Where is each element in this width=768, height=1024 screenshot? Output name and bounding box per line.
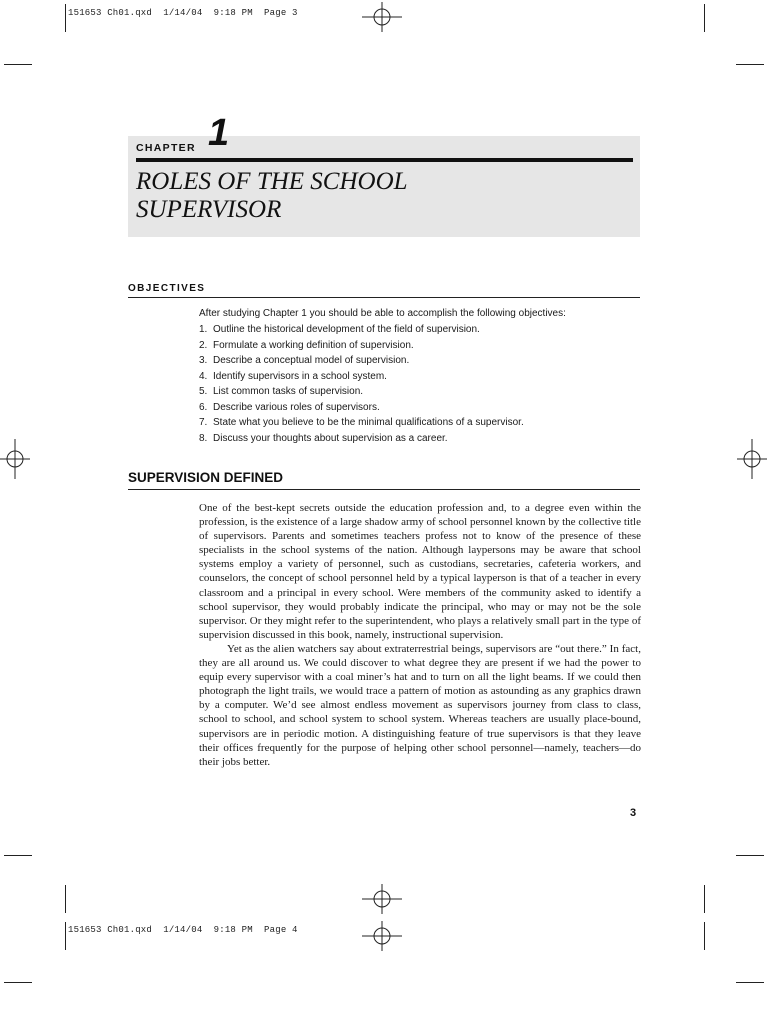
registration-mark-icon	[362, 2, 402, 32]
crop-mark	[704, 4, 705, 32]
crop-mark	[4, 855, 32, 856]
objectives-rule	[128, 297, 640, 298]
crop-mark	[736, 855, 764, 856]
chapter-title-line1: ROLES OF THE SCHOOL	[136, 168, 408, 195]
chapter-number: 1	[208, 112, 230, 154]
printer-slug-bottom: 151653 Ch01.qxd 1/14/04 9:18 PM Page 4	[68, 925, 298, 935]
chapter-rule	[136, 158, 633, 162]
registration-mark-icon	[737, 439, 767, 479]
crop-mark	[65, 4, 66, 32]
section-body	[199, 501, 641, 769]
section-rule	[128, 489, 640, 490]
objective-item: 6. Describe various roles of supervisors.	[199, 401, 380, 413]
section-heading: SUPERVISION DEFINED	[128, 470, 284, 485]
page-number: 3	[630, 807, 637, 819]
crop-mark	[704, 885, 705, 913]
crop-mark	[704, 922, 705, 950]
objective-item: 7. State what you believe to be the minimal qualifications of a supervisor.	[199, 417, 524, 428]
objective-item: 8. Discuss your thoughts about supervision as a career.	[199, 432, 448, 444]
chapter-title-line2: SUPERVISOR	[136, 196, 282, 223]
objective-item: 3. Describe a conceptual model of supervision.	[199, 355, 410, 366]
crop-mark	[736, 982, 764, 983]
objectives-intro: After studying Chapter 1 you should be able to accomplish the following objectives:	[199, 308, 566, 319]
registration-mark-icon	[0, 439, 30, 479]
objective-item: 5. List common tasks of supervision.	[199, 386, 364, 397]
crop-mark	[736, 64, 764, 65]
objective-item: 4. Identify supervisors in a school system.	[199, 370, 387, 382]
crop-mark	[4, 982, 32, 983]
objectives-heading: OBJECTIVES	[128, 283, 206, 294]
registration-mark-icon	[362, 921, 402, 951]
chapter-label: CHAPTER	[136, 142, 196, 154]
objective-item: 1. Outline the historical development of the field of supervision.	[199, 324, 480, 335]
registration-mark-icon	[362, 884, 402, 914]
chapter-header	[128, 112, 640, 237]
crop-mark	[65, 885, 66, 913]
body-paragraph: Yet as the alien watchers say about extraterrestrial beings, supervisors are “out there.” In fact, they are all around us. We could discover to what degree they are present if we had the power to equip every supervisor with a coal miner’s hat and to turn on all the light beams. If we could then photograph the light trails, we would trace a pattern of motion as astounding as any graphics drawn by a computer. We’d see almost endless movement as supervisors journey from class to class, school to school, and school system to school system. Whereas teachers are usually place-bound, supervisors are in periodic motion. A distinguishing feature of true supervisors is that they leave their offices frequently for the purpose of helping other school personnel—namely, teachers—do their jobs better.	[199, 642, 641, 768]
printer-slug-top: 151653 Ch01.qxd 1/14/04 9:18 PM Page 3	[68, 8, 298, 18]
body-paragraph: One of the best-kept secrets outside the education profession and, to a degree even within the profession, is the existence of a large shadow army of school personnel known by the collective title of supervisors. Parents and sometimes teachers profess not to know of the presence of these specialists in the school systems of the nation. Although laypersons may be aware that school systems employ a variety of personnel, such as custodians, secretaries, cafeteria workers, and counselors, the concept of school personnel held by a typical layperson is that of a teacher in every classroom and a principal in every school. Were members of the community asked to identify a school supervisor, they would probably indicate the principal, who may or may not be the sole supervisor. Or they might refer to the superintendent, who plays a relatively small part in the type of supervision discussed in this book, namely, instructional supervision.	[199, 502, 641, 641]
objectives-list	[199, 322, 524, 446]
objective-item: 2. Formulate a working definition of supervision.	[199, 339, 414, 351]
crop-mark	[4, 64, 32, 65]
chapter-title	[136, 168, 616, 224]
crop-mark	[65, 922, 66, 950]
